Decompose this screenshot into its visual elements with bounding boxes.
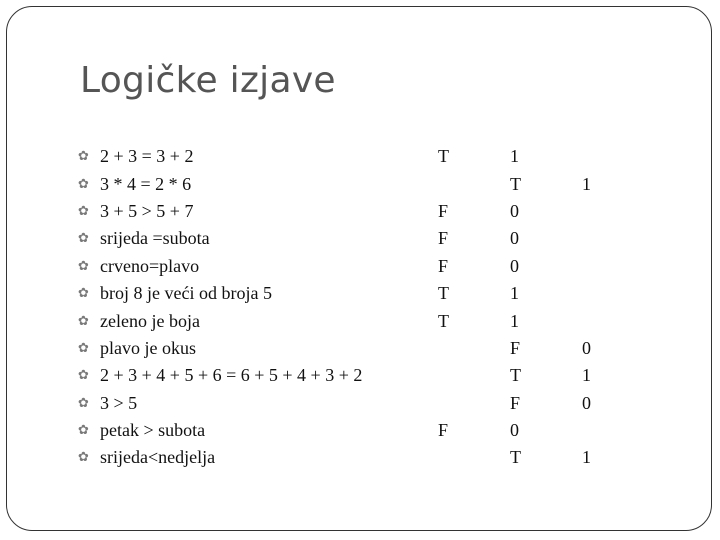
answer-cell: F — [438, 228, 449, 249]
bullet-icon: ✿ — [78, 340, 89, 356]
bullet-icon: ✿ — [78, 286, 89, 302]
list-item — [78, 417, 362, 444]
statement-text: petak > subota — [100, 420, 206, 441]
answer-cell: 1 — [582, 173, 591, 194]
bullet-icon: ✿ — [78, 176, 89, 192]
list-item — [78, 335, 362, 362]
answer-cell: 0 — [510, 200, 519, 221]
answer-cell — [438, 390, 449, 417]
list-item — [78, 225, 362, 252]
statement-text: 2 + 3 = 3 + 2 — [100, 146, 194, 167]
list-item — [78, 390, 362, 417]
list-item — [78, 170, 362, 197]
answer-cell: T — [438, 283, 449, 304]
answer-cell: T — [438, 310, 449, 331]
answer-cell: F — [438, 200, 449, 221]
bullet-icon: ✿ — [78, 368, 89, 384]
page-title: Logičke izjave — [80, 60, 336, 101]
answer-cell — [582, 198, 591, 225]
answer-cell: F — [510, 392, 521, 413]
statement-text: srijeda =subota — [100, 228, 210, 249]
answer-cell — [438, 335, 449, 362]
bullet-icon: ✿ — [78, 395, 89, 411]
statement-text: plavo je okus — [100, 337, 196, 358]
bullet-icon: ✿ — [78, 231, 89, 247]
answer-cell — [582, 253, 591, 280]
list-item — [78, 253, 362, 280]
list-item — [78, 280, 362, 307]
bullet-icon: ✿ — [78, 313, 89, 329]
answer-cell: T — [510, 365, 521, 386]
answer-cell: T — [438, 146, 449, 167]
answer-cell: T — [510, 173, 521, 194]
list-item — [78, 198, 362, 225]
statement-text: 3 + 5 > 5 + 7 — [100, 200, 194, 221]
answer-cell: 1 — [510, 283, 519, 304]
answer-cell: 0 — [510, 228, 519, 249]
list-item — [78, 362, 362, 389]
answer-cell — [438, 444, 449, 471]
bullet-icon: ✿ — [78, 450, 89, 466]
statement-text: 3 > 5 — [100, 392, 138, 413]
answer-cell: 1 — [510, 310, 519, 331]
answer-column-a — [438, 143, 449, 472]
statement-text: 3 * 4 = 2 * 6 — [100, 173, 192, 194]
answer-cell: T — [510, 447, 521, 468]
list-item — [78, 143, 362, 170]
answer-cell: 0 — [582, 337, 591, 358]
answer-cell: F — [438, 255, 449, 276]
answer-cell: 1 — [582, 447, 591, 468]
statement-text: broj 8 je veći od broja 5 — [100, 283, 272, 304]
bullet-icon: ✿ — [78, 258, 89, 274]
answer-cell: 1 — [510, 146, 519, 167]
bullet-icon: ✿ — [78, 149, 89, 165]
statement-text: zeleno je boja — [100, 310, 200, 331]
answer-cell — [582, 143, 591, 170]
statement-text: crveno=plavo — [100, 255, 200, 276]
statement-text: srijeda<nedjelja — [100, 447, 216, 468]
list-item — [78, 307, 362, 334]
answer-cell: 1 — [582, 365, 591, 386]
bullet-icon: ✿ — [78, 203, 89, 219]
statement-list — [78, 143, 362, 472]
answer-cell: 0 — [510, 255, 519, 276]
answer-cell — [438, 362, 449, 389]
answer-cell: F — [510, 337, 521, 358]
answer-cell: 0 — [582, 392, 591, 413]
answer-cell — [582, 417, 591, 444]
answer-cell: F — [438, 420, 449, 441]
bullet-icon: ✿ — [78, 423, 89, 439]
answer-cell — [438, 170, 449, 197]
answer-cell — [582, 225, 591, 252]
answer-column-c — [582, 143, 591, 472]
list-item — [78, 444, 362, 471]
answer-cell: 0 — [510, 420, 519, 441]
statement-text: 2 + 3 + 4 + 5 + 6 = 6 + 5 + 4 + 3 + 2 — [100, 365, 363, 386]
answer-cell — [582, 307, 591, 334]
answer-column-b — [510, 143, 521, 472]
answer-cell — [582, 280, 591, 307]
